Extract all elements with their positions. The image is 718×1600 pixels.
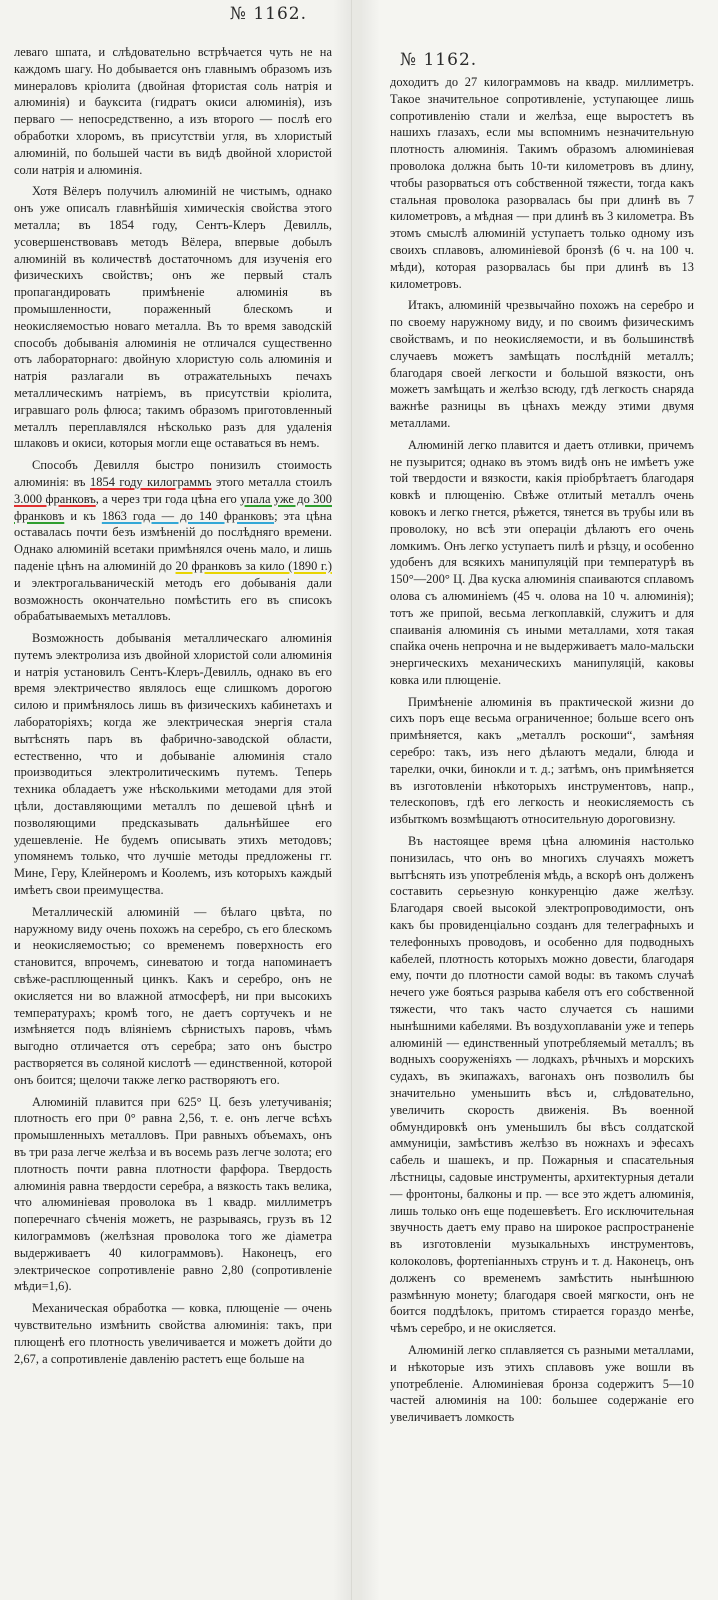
text-run: ; эта цѣна оставалась почти безъ измѣненій до послѣдняго времени. Однако алюминій всетаки примѣнялся очень мало, и лишь паденіе цѣнъ на алюминій до [14,508,332,573]
paragraph: Примѣненіе алюминія въ практической жизни до сихъ поръ еще весьма ограниченное; больше всего онъ примѣняется, какъ „металлъ роскоши“, замѣняя серебро: такъ, изъ него дѣлаютъ медали, блюда и тарелки, очки, бинокли и т. д.; затѣмъ, онъ примѣняется въ изготовленіи нѣкоторыхъ инструментовъ, напр., телескоповъ, гдѣ его легкость и неокисляемость съ избыткомъ возмѣщаютъ относительную дороговизну. [390,694,694,827]
paragraph: Алюминій легко плавится и даетъ отливки, причемъ не пузырится; однако въ этомъ видѣ онъ не имѣетъ уже той твердости и вязкости, какія пріобрѣтаетъ благодаря ковкѣ и плющенію. Свѣже отлитый металлъ очень ковокъ и легко гнется, рѣжется, тянется въ трубы или въ проволоку, но всѣ эти операціи дѣлаютъ его очень ломкимъ. Онъ легко уступаетъ пилѣ и рѣзцу, и особенно удобенъ для всякихъ манипуляцій при температурѣ въ 150°—200° Ц. Два куска алюминія спаиваются сплавомъ олова съ алюминіемъ (45 ч. олова на 10 ч. алюминія); тотъ же припой, весьма легкоплавкій, служитъ и для спаиванія алюминія съ иными металлами, хотя такая спайка очень непрочна и не выдерживаетъ мало-мальски энергическихъ механическихъ манипуляцій, каковы ковка или плющеніе. [390,437,694,687]
text-run: этого металла стоилъ [211,474,333,489]
paragraph: леваго шпата, и слѣдовательно встрѣчается чуть не на каждомъ шагу. Но добывается онъ главнымъ образомъ изъ минераловъ кріолита (двойная фтористая соль натрія и алюминія) и баукcита (гидратъ окиси алюминія), изъ перваго — непосредственно, а изъ второго — послѣ его обработки хлоромъ, въ присутствіи угля, въ хлористый алюминій, по большей части въ видѣ двойной хлористой соли натрія и алюминія. [14,45,332,177]
text-run: Способъ Девилля быстро понизилъ стоимость алюминія: въ [14,458,332,489]
right-page [362,0,718,1600]
paragraph: Механическая обработка — ковка, плющеніе — очень чувствительно измѣнить свойства алюминія: такъ, при плющенѣ его плотность увеличивается и можетъ дойти до 2,67, а сопротивленіе давленію растетъ еще больше на [14,1301,332,1366]
text-run: и электрогальваническій методъ его добыванія дали возможность окончательно помѣстить его въ списокъ обрабатываемыхъ металловъ. [14,575,332,624]
highlight-1863-140-francs: 1863 года — до 140 франковъ [101,508,275,523]
paragraph: Хотя Вёлеръ получилъ алюминій не чистымъ, однако онъ уже описалъ главнѣйшія химическія свойства этого металла; въ 1854 году, Сентъ-Клеръ Девилль, усовершенствовавъ методъ Вёлера, впервые добылъ алюминій въ количествѣ достаточномъ для изученія его физическихъ свойствъ; онъ же первый сталъ пропагандировать примѣненіе алюминія въ промышленности, пораженный блескомъ и неокисляемостью новаго металла. Въ то время заводскій способъ добыванія алюминія не отличался существенно отъ лабораторнаго: двойную хлористую соль алюминія и натрія разлагали въ отражательныхъ печахъ металлическимъ натріемъ, въ присутствіи кріолита, игравшаго роль флюса; такимъ образомъ приготовленный металлъ переплавлялся нѣсколько разъ для удаленія шлаковъ и окиси, которыя могли еще оставаться въ немъ. [14,184,332,451]
page-edge-shadow [362,0,380,1600]
paragraph: Возможность добыванія металлическаго алюминія путемъ электролиза изъ двойной хлористой соли алюминія и натрія установилъ Сентъ-Клеръ-Девилль, однако въ его время электричество являлось еще слишкомъ дорогою силою и примѣнялось лишь въ физическихъ кабинетахъ и лабораторіяхъ; когда же электрическая энергія стала вытѣснять паръ въ фабрично-заводской области, естественно, что и добываніе алюминія стало производиться электролитическимъ путемъ. Теперь техника обладаетъ уже нѣсколькими методами для этой цѣли, доставляющими металлъ по дешевой цѣнѣ и позволяющими предсказывать дальнѣйшее его удешевленіе. Не будемъ описывать этихъ методовъ; упомянемъ только, что лучшіе методы предложены гг. Мине, Геру, Клейнеромъ и Коолемъ, изъ которыхъ каждый имѣетъ свои преимущества. [14,631,332,898]
paragraph: Итакъ, алюминій чрезвычайно похожъ на серебро и по своему наружному виду, и по своимъ физическимъ свойствамъ, и по неокисляемости, и въ большинствѣ случаевъ можетъ замѣщать послѣдній металлъ; благодаря своей легкости и большой вязкости, онъ можетъ замѣщать и желѣзо всюду, гдѣ легкость снаряда важнѣе разницы въ цѣнахъ между этими двумя металлами. [390,298,694,430]
page-gutter [352,0,362,1600]
paragraph: Алюминій плавится при 625° Ц. безъ улетучиванія; плотность его при 0° равна 2,56, т. е. онъ легче всѣхъ промышленныхъ металловъ. При равныхъ объемахъ, онъ въ три раза легче желѣза и въ восемь разъ легче золота; его плотность почти равна плотности фарфора. Твердость алюминія равна твердости серебра, а вязкость такъ велика, что алюминіевая проволока въ 1 квадр. миллиметръ поперечнаго сѣченія можетъ, не разрываясь, грузъ въ 12 килограммовъ (желѣзная проволока того же діаметра выдерживаетъ 40 килограммовъ). Наконецъ, его электрическое сопротивленіе равно 2,80 (сопротивленіе мѣди=1,6). [14,1094,332,1294]
paragraph-price-history [14,457,332,625]
highlight-20-francs-1890: 20 франковъ за кило (1890 г.) [175,558,332,573]
left-page [0,0,352,1600]
right-column-text [390,74,694,1431]
text-run: , а через три года цѣна его [95,491,241,506]
left-column-text [14,44,332,1372]
paragraph: Металлическій алюминій — бѣлаго цвѣта, по наружному виду очень похожъ на серебро, съ его блескомъ и неокисляемостью; со временемъ поверхность его становится, впрочемъ, синеватою и тогда напоминаетъ свѣже-расплющенный цинкъ. Какъ и серебро, онъ не окисляется ни во влажной атмосферѣ, ни при высокихъ температурахъ; кромѣ того, не даетъ сортучекъ и не измѣняется подъ вліяніемъ сѣрнистыхъ паровъ, чѣмъ выгодно отличается отъ серебра; зато онъ быстро растворяется въ соляной кислотѣ — единственной, которой онъ боится; щелочи также легко растворяютъ его. [14,904,332,1087]
page-number-left: № 1162. [229,4,307,24]
paragraph: Въ настоящее время цѣна алюминія настолько понизилась, что онъ во многихъ случаяхъ можетъ вытѣснять изъ употребленія мѣдь, а вскорѣ онъ долженъ составить серьезную конкуренцію даже желѣзу. Благодаря своей высокой электропроводимости, онъ какъ бы провиденціально созданъ для телеграфныхъ и телефонныхъ проводовъ, и особенно для подводныхъ кабелей, плотность которыхъ можно довести, благодаря ему, почти до плотности самой воды: въ такомъ случаѣ нечего уже бояться разрыва кабеля отъ его собственной тяжести, что такъ часто случается съ нашими нынѣшними кабелями. Въ воздухоплаваніи уже и теперь алюминій — единственный употребляемый металлъ; въ водныхъ сооруженіяхъ — лодкахъ, рѣчныхъ и морскихъ судахъ, въ экипажахъ, вагонахъ онъ позволилъ бы значительно уменьшить вѣсъ и, слѣдовательно, увеличить скорость движенія. Въ военной обмундировкѣ онъ уменьшилъ бы вѣсъ солдатской аммуниціи, замѣстивъ желѣзо въ ножнахъ и эфесахъ сабель и шашекъ, и пр. Пожарныя и спасательныя лѣстницы, садовые инструменты, архитектурныя детали — фронтоны, балконы и пр. — все это ждетъ алюминія, лишь только онъ еще подешевѣетъ. Его исключительная звучность даетъ ему право на широкое распространеніе въ изготовленіи музыкальныхъ инструментовъ, колоколовъ, фортепіанныхъ струнъ и т. д. Наконецъ, онъ долженъ со временемъ замѣстить нынѣшнюю размѣнную монету; благодаря своей мягкости, онъ не боится поддѣлокъ, притомъ стирается гораздо менѣе, чѣмъ серебро, и не окисляется. [390,834,694,1336]
paragraph: Алюминій легко сплавляется съ разными металлами, и нѣкоторые изъ этихъ сплавовъ уже вошли въ употребленіе. Алюминіевая бронза содержитъ 5—10 частей алюминія на 100: большее содержаніе его увеличиваетъ ломкость [390,1342,694,1425]
paragraph: доходитъ до 27 килограммовъ на квадр. миллиметръ. Такое значительное сопротивленіе, уступающее лишь сопротивленію стали и желѣза, еще выростетъ въ нашихъ глазахъ, если мы вспомнимъ незначительную плотность алюминія. Такимъ образомъ алюминіевая проволока должна быть 10-ти километровъ въ длину, чтобы разорваться отъ собственной тяжести, тогда какъ стальная проволока разорвалась бы при длинѣ въ 7 километровъ, а мѣдная — при длинѣ въ 3 километра. Въ этомъ смыслѣ алюминій уступаетъ только одному изъ своихъ сплавовъ, алюминіевой бронзѣ (6 ч. на 100 ч. мѣди), которая разорвалась бы при длинѣ въ 13 километровъ. [390,75,694,291]
page-number-right: № 1162. [400,50,478,70]
page-edge-shadow [333,0,351,1600]
highlight-1854-kilogram: 1854 году килограммъ [89,474,212,489]
highlight-3000-francs: 3.000 франковъ [14,491,96,506]
highlight-300-francs: упала уже до 300 франковъ [14,491,332,523]
text-run: и къ [64,508,102,523]
